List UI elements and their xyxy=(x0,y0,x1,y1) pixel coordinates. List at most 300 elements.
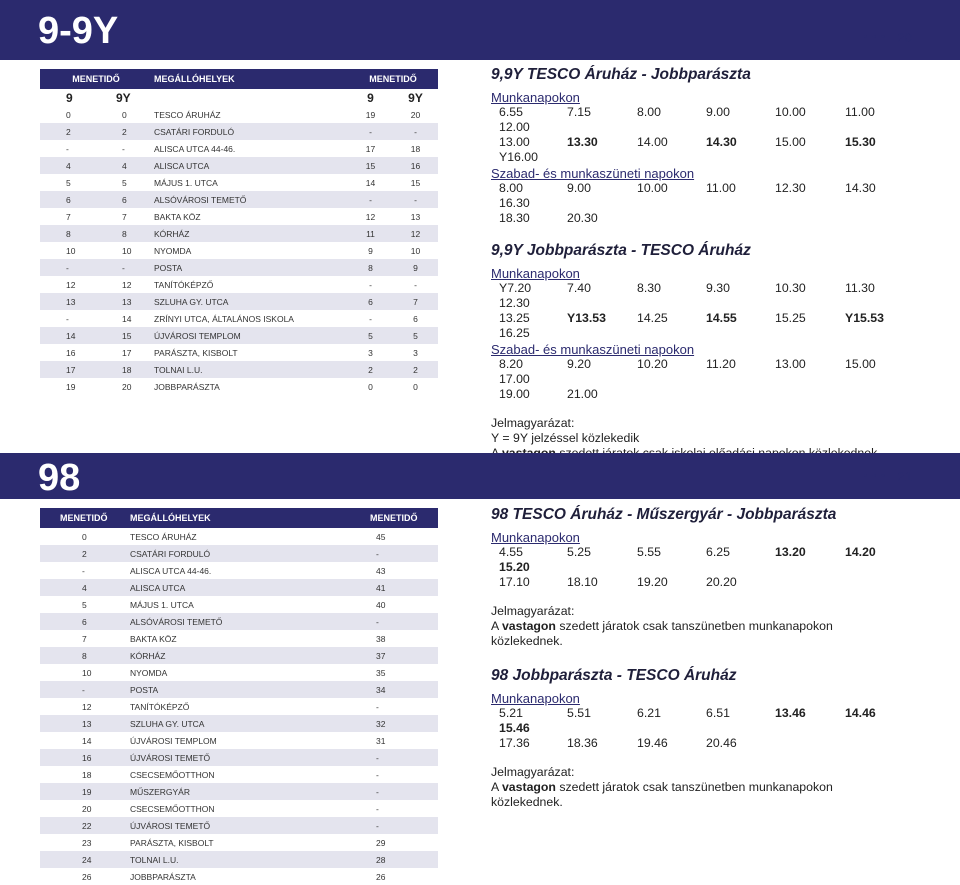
departure-time: 17.10 xyxy=(499,575,530,589)
departure-time: 15.00 xyxy=(775,135,806,149)
direction-block xyxy=(491,506,911,649)
departure-time: 13.20 xyxy=(775,545,806,559)
table-row xyxy=(40,664,438,681)
stop-name: PARÁSZTA, KISBOLT xyxy=(154,347,238,358)
table-row xyxy=(40,562,438,579)
departure-time: 16.30 xyxy=(499,196,530,210)
legend-bold-word: vastagon xyxy=(501,780,556,794)
travel-time: 34 xyxy=(368,681,438,698)
departure-time: 20.30 xyxy=(567,211,598,225)
travel-time: 5 xyxy=(82,599,87,610)
stop-name: TESCO ÁRUHÁZ xyxy=(154,109,221,120)
stop-name: TESCO ÁRUHÁZ xyxy=(130,531,197,542)
page-number-2: 21 xyxy=(897,469,912,484)
departure-time: 11.30 xyxy=(845,281,875,295)
route-header-bar-2 xyxy=(0,453,960,499)
travel-time: 16 xyxy=(66,347,76,358)
stop-name: ALISCA UTCA 44-46. xyxy=(154,143,236,154)
departure-time: 10.20 xyxy=(637,357,668,371)
table-row xyxy=(40,545,438,562)
table-row xyxy=(40,259,438,276)
stop-name: ÚJVÁROSI TEMETŐ xyxy=(128,817,368,834)
departure-time: 18.10 xyxy=(567,575,598,589)
travel-time: 43 xyxy=(376,565,386,576)
travel-time: 28 xyxy=(368,851,438,868)
departure-time: 15.00 xyxy=(845,357,876,371)
travel-time: 8 xyxy=(348,259,393,276)
table-row xyxy=(40,851,438,868)
variant-label: 9Y xyxy=(116,90,131,105)
departure-time: 8.30 xyxy=(637,281,661,295)
table-row xyxy=(40,378,438,395)
stop-name: JOBBPARÁSZTA xyxy=(130,871,196,882)
departure-time: 19.46 xyxy=(637,736,668,750)
departure-time: 14.25 xyxy=(637,311,668,325)
route-number-1: 9-9Y xyxy=(38,10,119,52)
departure-time: 12.30 xyxy=(775,181,806,195)
travel-time: 17 xyxy=(122,347,132,358)
table-row xyxy=(40,698,438,715)
departure-time: 15.46 xyxy=(499,721,530,735)
table-row xyxy=(40,174,438,191)
departure-time: 13.46 xyxy=(775,706,806,720)
departure-time: 5.21 xyxy=(499,706,523,720)
stop-name: BAKTA KÖZ xyxy=(130,633,177,644)
route-variant-row xyxy=(40,89,438,106)
travel-time: 35 xyxy=(376,667,386,678)
travel-time: 37 xyxy=(368,647,438,664)
table-row xyxy=(40,868,438,885)
travel-time: 8 xyxy=(40,647,128,664)
departure-time: 19.00 xyxy=(499,387,530,401)
travel-time: - xyxy=(393,123,438,140)
table-header-row xyxy=(40,69,438,89)
travel-time: 5 xyxy=(348,327,393,344)
travel-time: - xyxy=(393,191,438,208)
table-row xyxy=(40,327,438,344)
travel-time: 12 xyxy=(66,279,76,290)
departure-time: 21.00 xyxy=(567,387,598,401)
legend xyxy=(491,604,911,649)
variant-label xyxy=(152,89,348,106)
travel-time: - xyxy=(376,803,379,814)
travel-time: 22 xyxy=(40,817,128,834)
travel-time: - xyxy=(368,613,438,630)
legend-line xyxy=(491,619,851,649)
departure-time: 20.20 xyxy=(706,575,737,589)
travel-time: 8 xyxy=(96,225,152,242)
legend-text: A xyxy=(491,619,502,633)
travel-time: 7 xyxy=(66,211,71,222)
travel-time: 10 xyxy=(66,245,76,256)
timetable-98 xyxy=(40,508,438,885)
table-row xyxy=(40,732,438,749)
travel-time: 9 xyxy=(393,259,438,276)
travel-time: 41 xyxy=(368,579,438,596)
travel-time: 4 xyxy=(96,157,152,174)
departure-time: 10.00 xyxy=(775,105,806,119)
route-header-bar-1 xyxy=(0,0,960,60)
departure-line xyxy=(491,545,911,575)
day-type-label: Szabad- és munkaszüneti napokon xyxy=(491,166,695,181)
departure-time: 6.51 xyxy=(706,706,730,720)
table-row xyxy=(40,310,438,327)
stop-name: TANÍTÓKÉPZŐ xyxy=(130,701,190,712)
col-header-travel-time-out: MENETIDŐ xyxy=(40,69,152,89)
stop-name: KÓRHÁZ xyxy=(128,647,368,664)
table-row xyxy=(40,715,438,732)
stop-name: CSECSEMŐOTTHON xyxy=(130,769,215,780)
stop-name: CSATÁRI FORDULÓ xyxy=(152,123,348,140)
travel-time: 20 xyxy=(82,803,92,814)
table-row xyxy=(40,344,438,361)
direction-block xyxy=(491,66,911,226)
travel-time: 18 xyxy=(82,769,92,780)
departure-time: Y13.53 xyxy=(567,311,606,325)
travel-time: 24 xyxy=(40,851,128,868)
table-row xyxy=(40,225,438,242)
departure-time: 6.21 xyxy=(637,706,661,720)
travel-time: 38 xyxy=(376,633,386,644)
dots-decoration-1: • • • xyxy=(863,31,886,43)
departure-time: 18.36 xyxy=(567,736,598,750)
travel-time: 23 xyxy=(82,837,92,848)
travel-time: 10 xyxy=(122,245,132,256)
schedule-panel-1 xyxy=(491,66,911,461)
departure-time: 13.25 xyxy=(499,311,530,325)
travel-time: 14 xyxy=(365,177,376,188)
travel-time: 6 xyxy=(413,313,418,324)
variant-label: 9Y xyxy=(408,90,423,105)
travel-time: 3 xyxy=(368,347,373,358)
departure-time: 15.25 xyxy=(775,311,806,325)
dots-decoration-2: • • • xyxy=(863,470,886,482)
variant-label: 9 xyxy=(66,90,73,105)
variant-label: 9 xyxy=(367,90,374,105)
departure-line xyxy=(491,357,911,387)
travel-time: 13 xyxy=(40,293,96,310)
stop-name: MÁJUS 1. UTCA xyxy=(154,177,218,188)
travel-time: - xyxy=(96,259,152,276)
departure-time: 14.46 xyxy=(845,706,876,720)
legend-text: Y = 9Y jelzéssel közlekedik xyxy=(491,431,640,445)
stop-name: ÚJVÁROSI TEMPLOM xyxy=(152,327,348,344)
day-type-label: Munkanapokon xyxy=(491,691,580,706)
travel-time: 20 xyxy=(122,381,132,392)
col-header-travel-time-back: MENETIDŐ xyxy=(348,69,438,89)
travel-time: 20 xyxy=(410,109,421,120)
table-row xyxy=(40,293,438,310)
table-row xyxy=(40,766,438,783)
table-row xyxy=(40,817,438,834)
departure-line xyxy=(491,135,911,165)
travel-time: - xyxy=(376,701,379,712)
travel-time: 2 xyxy=(393,361,438,378)
day-type-label: Szabad- és munkaszüneti napokon xyxy=(491,342,695,357)
departure-time: 9.30 xyxy=(706,281,730,295)
departure-time: 14.55 xyxy=(706,311,737,325)
travel-time: - xyxy=(82,565,85,576)
departure-time: 16.25 xyxy=(499,326,530,340)
travel-time: 18 xyxy=(96,361,152,378)
table-row xyxy=(40,681,438,698)
travel-time: 14 xyxy=(40,327,96,344)
departure-time: 17.00 xyxy=(499,372,530,386)
travel-time: - xyxy=(40,259,96,276)
departure-time: 7.15 xyxy=(567,105,591,119)
stop-name: BAKTA KÖZ xyxy=(154,211,201,222)
stop-name: POSTA xyxy=(152,259,348,276)
travel-time: 26 xyxy=(82,871,92,882)
departure-time: 14.30 xyxy=(845,181,876,195)
travel-time: 6 xyxy=(96,191,152,208)
departure-time: 14.20 xyxy=(845,545,876,559)
travel-time: 10 xyxy=(410,245,421,256)
travel-time: 19 xyxy=(66,381,76,392)
legend-text: szedett járatok csak tanszünetben munkanapokon közlekednek. xyxy=(491,780,833,809)
travel-time: - xyxy=(368,749,438,766)
stop-name: MÁJUS 1. UTCA xyxy=(130,599,194,610)
stop-name: SZLUHA GY. UTCA xyxy=(128,715,368,732)
departure-line xyxy=(491,387,911,402)
table-row xyxy=(40,783,438,800)
table-row xyxy=(40,123,438,140)
legend-heading: Jelmagyarázat: xyxy=(491,604,575,618)
stop-name: ÚJVÁROSI TEMPLOM xyxy=(130,735,217,746)
departure-time: 14.30 xyxy=(706,135,737,149)
travel-time: 29 xyxy=(376,837,386,848)
table-row xyxy=(40,157,438,174)
departure-time: 8.00 xyxy=(637,105,661,119)
departure-time: 6.55 xyxy=(499,105,523,119)
table-row xyxy=(40,106,438,123)
travel-time: 45 xyxy=(376,531,386,542)
departure-line xyxy=(491,181,911,211)
departure-time: 17.36 xyxy=(499,736,530,750)
departure-time: 10.30 xyxy=(775,281,806,295)
travel-time: 5 xyxy=(66,177,71,188)
departure-line xyxy=(491,281,911,311)
table-row xyxy=(40,596,438,613)
table-row xyxy=(40,242,438,259)
travel-time: - xyxy=(122,143,125,154)
travel-time: - xyxy=(348,123,393,140)
stop-name: NYOMDA xyxy=(130,667,168,678)
departure-time: 9.00 xyxy=(567,181,591,195)
travel-time: 12 xyxy=(122,279,132,290)
legend-line xyxy=(491,431,911,446)
timetable-9-9y xyxy=(40,69,438,395)
travel-time: 4 xyxy=(40,579,128,596)
travel-time: - xyxy=(414,279,417,290)
day-type-label: Munkanapokon xyxy=(491,266,580,281)
departure-line xyxy=(491,575,911,590)
stop-name: JOBBPARÁSZTA xyxy=(154,381,220,392)
departure-time: 13.30 xyxy=(567,135,598,149)
direction-title: 9,9Y Jobbparászta - TESCO Áruház xyxy=(491,242,751,259)
direction-title: 9,9Y TESCO Áruház - Jobbparászta xyxy=(491,66,751,83)
travel-time: 17 xyxy=(40,361,96,378)
travel-time: - xyxy=(369,313,372,324)
travel-time: 9 xyxy=(368,245,373,256)
direction-title: 98 TESCO Áruház - Műszergyár - Jobbparászta xyxy=(491,506,837,523)
travel-time: 11 xyxy=(348,225,393,242)
travel-time: 16 xyxy=(393,157,438,174)
travel-time: 17 xyxy=(365,143,376,154)
travel-time: 5 xyxy=(393,327,438,344)
departure-time: 11.00 xyxy=(845,105,875,119)
travel-time: 0 xyxy=(66,109,71,120)
departure-time: 8.20 xyxy=(499,357,523,371)
departure-time: 10.00 xyxy=(637,181,668,195)
departure-time: 18.30 xyxy=(499,211,530,225)
departure-time: 9.20 xyxy=(567,357,591,371)
direction-block xyxy=(491,242,911,402)
travel-time: - xyxy=(368,545,438,562)
travel-time: 10 xyxy=(82,667,92,678)
travel-time: 40 xyxy=(376,599,386,610)
legend-text: A xyxy=(491,780,502,794)
travel-time: - xyxy=(368,783,438,800)
departure-time: 7.40 xyxy=(567,281,591,295)
departure-time: 4.55 xyxy=(499,545,523,559)
departure-time: 5.25 xyxy=(567,545,591,559)
departure-time: Y16.00 xyxy=(499,150,538,164)
departure-time: 15.20 xyxy=(499,560,530,574)
travel-time: 3 xyxy=(413,347,418,358)
travel-time: 26 xyxy=(376,871,386,882)
table-row xyxy=(40,191,438,208)
legend-text: szedett járatok csak tanszünetben munkanapokon közlekednek. xyxy=(491,619,833,648)
direction-block xyxy=(491,667,911,810)
departure-line xyxy=(491,105,911,135)
legend-bold-word: vastagon xyxy=(501,619,556,633)
stop-name: CSATÁRI FORDULÓ xyxy=(128,545,368,562)
travel-time: 13 xyxy=(410,211,421,222)
legend-heading: Jelmagyarázat: xyxy=(491,416,575,430)
travel-time: 4 xyxy=(40,157,96,174)
col-header-stops: MEGÁLLÓHELYEK xyxy=(152,69,348,89)
travel-time: 15 xyxy=(410,177,421,188)
departure-line xyxy=(491,311,911,341)
travel-time: 0 xyxy=(82,531,87,542)
departure-time: 11.00 xyxy=(706,181,736,195)
departure-line xyxy=(491,211,911,226)
stop-name: TOLNAI L.U. xyxy=(152,361,348,378)
travel-time: 16 xyxy=(40,749,128,766)
table-row xyxy=(40,749,438,766)
travel-time: 12 xyxy=(393,225,438,242)
direction-title: 98 Jobbparászta - TESCO Áruház xyxy=(491,667,737,684)
table-row xyxy=(40,579,438,596)
travel-time: 19 xyxy=(365,109,376,120)
travel-time: 5 xyxy=(122,177,127,188)
stop-name: CSECSEMŐOTTHON xyxy=(130,803,215,814)
departure-time: 13.00 xyxy=(499,135,530,149)
travel-time: - xyxy=(369,279,372,290)
departure-line xyxy=(491,736,911,751)
departure-time: 8.00 xyxy=(499,181,523,195)
travel-time: 6 xyxy=(348,293,393,310)
travel-time: 14 xyxy=(122,313,132,324)
stop-name: MŰSZERGYÁR xyxy=(128,783,368,800)
travel-time: 32 xyxy=(368,715,438,732)
travel-time: - xyxy=(66,143,69,154)
travel-time: - xyxy=(66,313,69,324)
travel-time: 7 xyxy=(82,633,87,644)
departure-time: 20.46 xyxy=(706,736,737,750)
departure-time: 12.00 xyxy=(499,120,530,134)
table-row xyxy=(40,140,438,157)
table-row xyxy=(40,800,438,817)
day-type-label: Munkanapokon xyxy=(491,530,580,545)
stop-name: SZLUHA GY. UTCA xyxy=(152,293,348,310)
table-header-row xyxy=(40,508,438,528)
travel-time: 14 xyxy=(82,735,92,746)
table-row xyxy=(40,361,438,378)
travel-time: 12 xyxy=(365,211,376,222)
departure-time: 13.00 xyxy=(775,357,806,371)
col-header-travel-time-back: MENETIDŐ xyxy=(368,508,438,528)
departure-time: Y7.20 xyxy=(499,281,532,295)
table-row xyxy=(40,613,438,630)
page-number-1: 20 xyxy=(897,30,912,45)
travel-time: 2 xyxy=(40,123,96,140)
legend-line xyxy=(491,780,851,810)
travel-time: 18 xyxy=(410,143,421,154)
table-row xyxy=(40,647,438,664)
stop-name: TANÍTÓKÉPZŐ xyxy=(154,279,214,290)
stop-name: ZRÍNYI UTCA, ÁLTALÁNOS ISKOLA xyxy=(154,313,294,324)
travel-time: 2 xyxy=(96,123,152,140)
travel-time: - xyxy=(376,769,379,780)
stop-name: ALISCA UTCA xyxy=(152,157,348,174)
travel-time: 0 xyxy=(413,381,418,392)
travel-time: 15 xyxy=(348,157,393,174)
travel-time: 0 xyxy=(122,109,127,120)
travel-time: - xyxy=(368,817,438,834)
table-row xyxy=(40,528,438,545)
departure-line xyxy=(491,706,911,736)
travel-time: 6 xyxy=(40,613,128,630)
travel-time: 31 xyxy=(376,735,386,746)
table-row xyxy=(40,834,438,851)
travel-time: 6 xyxy=(40,191,96,208)
stop-name: KÓRHÁZ xyxy=(152,225,348,242)
table-row xyxy=(40,208,438,225)
stop-name: TOLNAI L.U. xyxy=(128,851,368,868)
table-row xyxy=(40,276,438,293)
departure-time: 11.20 xyxy=(706,357,736,371)
schedule-panel-2 xyxy=(491,506,911,810)
stop-name: PARÁSZTA, KISBOLT xyxy=(130,837,214,848)
travel-time: 13 xyxy=(40,715,128,732)
travel-time: 2 xyxy=(348,361,393,378)
table-row xyxy=(40,630,438,647)
departure-time: 9.00 xyxy=(706,105,730,119)
travel-time: 0 xyxy=(368,381,373,392)
travel-time: - xyxy=(40,681,128,698)
departure-time: 6.25 xyxy=(706,545,730,559)
travel-time: 19 xyxy=(40,783,128,800)
stop-name: NYOMDA xyxy=(154,245,192,256)
stop-name: ALSÓVÁROSI TEMETŐ xyxy=(152,191,348,208)
legend-heading: Jelmagyarázat: xyxy=(491,765,575,779)
stop-name: ÚJVÁROSI TEMETŐ xyxy=(128,749,368,766)
departure-time: 12.30 xyxy=(499,296,530,310)
travel-time: 13 xyxy=(96,293,152,310)
departure-time: 14.00 xyxy=(637,135,668,149)
